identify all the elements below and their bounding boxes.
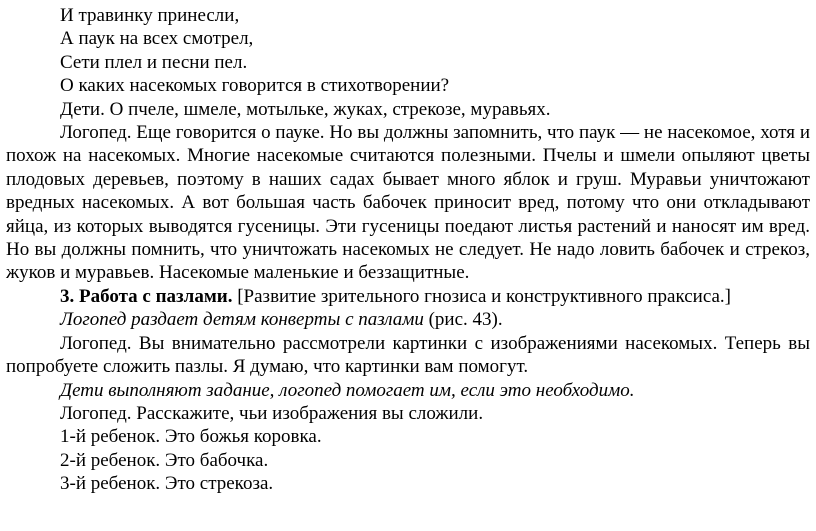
section-note: [Развитие зрительного гнозиса и конструктивного праксиса.] (232, 285, 732, 307)
section-heading-line (6, 285, 810, 308)
figure-reference: (рис. 43). (423, 309, 503, 331)
children-task-line: Дети выполняют задание, логопед помогает им, если это необходимо. (60, 379, 635, 401)
children-answer-line: Дети. О пчеле, шмеле, мотыльке, жуках, стрекозе, муравьях. (60, 98, 551, 120)
poem-line: Сети плел и песни пел. (60, 51, 248, 73)
poem-line: А паук на всех смотрел, (60, 28, 254, 50)
poem-line: И травинку принесли, (60, 5, 240, 26)
logoped-paragraph: Логопед. Еще говорится о пауке. Но вы должны запомнить, что паук — не насекомое, хотя и похож на насекомых. Многие насекомые считаются полезными. Пчелы и шмели опыляют цветы плодовых деревьев, поэтому в наших садах бывает много яблок и груш. Муравьи уничтожают вредных насекомых. А вот большая часть бабочек приносит вред, потому что они откладывают яйца, из которых выводятся гусеницы. Эти гусеницы поедают листья растений и наносят им вред. Но вы должны помнить, что уничтожать насекомых не следует. Не надо ловить бабочек и стрекоз, жуков и муравьев. Насекомые маленькие и беззащитные. (6, 122, 810, 284)
answer-line: 3-й ребенок. Это стрекоза. (60, 473, 274, 495)
instruction-line (6, 308, 810, 331)
question-line-2: Логопед. Расскажите, чьи изображения вы сложили. (60, 402, 484, 424)
logoped-paragraph-2: Логопед. Вы внимательно рассмотрели картинки с изображениями насекомых. Теперь вы попробуете сложить пазлы. Я думаю, что картинки вам помогут. (6, 332, 810, 378)
answer-line: 2-й ребенок. Это бабочка. (60, 449, 269, 471)
question-line: О каких насекомых говорится в стихотворении? (60, 75, 450, 97)
section-heading: 3. Работа с пазлами. (60, 285, 233, 307)
answer-line: 1-й ребенок. Это божья коровка. (60, 426, 322, 448)
instruction-italic: Логопед раздает детям конверты с пазлами (60, 309, 424, 331)
